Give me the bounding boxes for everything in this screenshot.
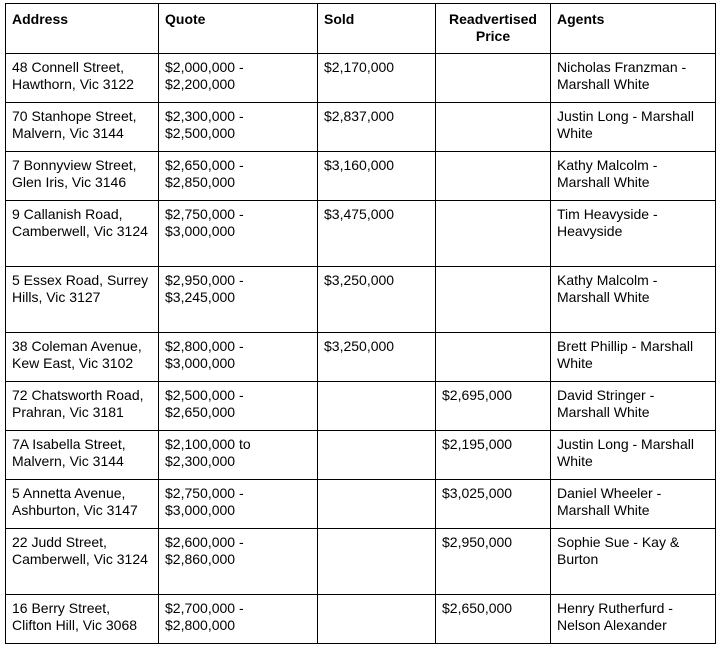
table-row bbox=[6, 267, 716, 333]
cell-agents: Sophie Sue - Kay & Burton bbox=[551, 529, 716, 595]
cell-address: 38 Coleman Avenue, Kew East, Vic 3102 bbox=[6, 333, 159, 382]
cell-sold bbox=[318, 431, 436, 480]
header-address: Address bbox=[6, 4, 159, 54]
cell-readvertised: $2,950,000 bbox=[436, 529, 551, 595]
cell-sold: $2,837,000 bbox=[318, 103, 436, 152]
cell-readvertised bbox=[436, 54, 551, 103]
cell-agents: Brett Phillip - Marshall White bbox=[551, 333, 716, 382]
cell-address: 5 Essex Road, Surrey Hills, Vic 3127 bbox=[6, 267, 159, 333]
cell-address: 48 Connell Street, Hawthorn, Vic 3122 bbox=[6, 54, 159, 103]
cell-address: 5 Annetta Avenue, Ashburton, Vic 3147 bbox=[6, 480, 159, 529]
cell-address: 7A Isabella Street, Malvern, Vic 3144 bbox=[6, 431, 159, 480]
cell-sold: $3,250,000 bbox=[318, 333, 436, 382]
cell-quote: $2,000,000 - $2,200,000 bbox=[159, 54, 318, 103]
cell-readvertised: $3,025,000 bbox=[436, 480, 551, 529]
header-quote: Quote bbox=[159, 4, 318, 54]
cell-address: 9 Callanish Road, Camberwell, Vic 3124 bbox=[6, 201, 159, 267]
table-row bbox=[6, 529, 716, 595]
header-row bbox=[6, 4, 716, 54]
cell-quote: $2,750,000 - $3,000,000 bbox=[159, 480, 318, 529]
cell-readvertised bbox=[436, 201, 551, 267]
cell-address: 72 Chatsworth Road, Prahran, Vic 3181 bbox=[6, 382, 159, 431]
table-row bbox=[6, 382, 716, 431]
table-body bbox=[6, 54, 716, 644]
cell-sold bbox=[318, 382, 436, 431]
table-row bbox=[6, 103, 716, 152]
cell-sold: $3,160,000 bbox=[318, 152, 436, 201]
cell-agents: Nicholas Franzman - Marshall White bbox=[551, 54, 716, 103]
cell-sold: $2,170,000 bbox=[318, 54, 436, 103]
cell-quote: $2,800,000 - $3,000,000 bbox=[159, 333, 318, 382]
cell-agents: Henry Rutherfurd - Nelson Alexander bbox=[551, 595, 716, 644]
cell-quote: $2,650,000 - $2,850,000 bbox=[159, 152, 318, 201]
cell-agents: Daniel Wheeler - Marshall White bbox=[551, 480, 716, 529]
header-agents: Agents bbox=[551, 4, 716, 54]
cell-quote: $2,750,000 - $3,000,000 bbox=[159, 201, 318, 267]
cell-address: 16 Berry Street, Clifton Hill, Vic 3068 bbox=[6, 595, 159, 644]
property-sales-table bbox=[5, 3, 716, 644]
cell-quote: $2,100,000 to $2,300,000 bbox=[159, 431, 318, 480]
cell-agents: Kathy Malcolm - Marshall White bbox=[551, 267, 716, 333]
cell-address: 22 Judd Street, Camberwell, Vic 3124 bbox=[6, 529, 159, 595]
cell-quote: $2,300,000 - $2,500,000 bbox=[159, 103, 318, 152]
cell-readvertised bbox=[436, 152, 551, 201]
cell-address: 70 Stanhope Street, Malvern, Vic 3144 bbox=[6, 103, 159, 152]
cell-quote: $2,700,000 - $2,800,000 bbox=[159, 595, 318, 644]
header-readvertised-price: Readvertised Price bbox=[436, 4, 551, 54]
cell-sold bbox=[318, 595, 436, 644]
cell-readvertised: $2,195,000 bbox=[436, 431, 551, 480]
cell-agents: Justin Long - Marshall White bbox=[551, 431, 716, 480]
cell-readvertised bbox=[436, 333, 551, 382]
cell-sold: $3,250,000 bbox=[318, 267, 436, 333]
header-sold: Sold bbox=[318, 4, 436, 54]
cell-agents: David Stringer - Marshall White bbox=[551, 382, 716, 431]
cell-quote: $2,600,000 - $2,860,000 bbox=[159, 529, 318, 595]
table-row bbox=[6, 480, 716, 529]
table-row bbox=[6, 54, 716, 103]
cell-sold bbox=[318, 480, 436, 529]
table-header bbox=[6, 4, 716, 54]
table-row bbox=[6, 201, 716, 267]
cell-agents: Kathy Malcolm - Marshall White bbox=[551, 152, 716, 201]
table-row bbox=[6, 431, 716, 480]
cell-quote: $2,500,000 - $2,650,000 bbox=[159, 382, 318, 431]
table-row bbox=[6, 333, 716, 382]
cell-sold: $3,475,000 bbox=[318, 201, 436, 267]
cell-address: 7 Bonnyview Street, Glen Iris, Vic 3146 bbox=[6, 152, 159, 201]
cell-sold bbox=[318, 529, 436, 595]
cell-readvertised: $2,650,000 bbox=[436, 595, 551, 644]
cell-readvertised bbox=[436, 267, 551, 333]
cell-readvertised bbox=[436, 103, 551, 152]
table-row bbox=[6, 595, 716, 644]
cell-agents: Justin Long - Marshall White bbox=[551, 103, 716, 152]
cell-agents: Tim Heavyside - Heavyside bbox=[551, 201, 716, 267]
cell-readvertised: $2,695,000 bbox=[436, 382, 551, 431]
table-row bbox=[6, 152, 716, 201]
cell-quote: $2,950,000 - $3,245,000 bbox=[159, 267, 318, 333]
